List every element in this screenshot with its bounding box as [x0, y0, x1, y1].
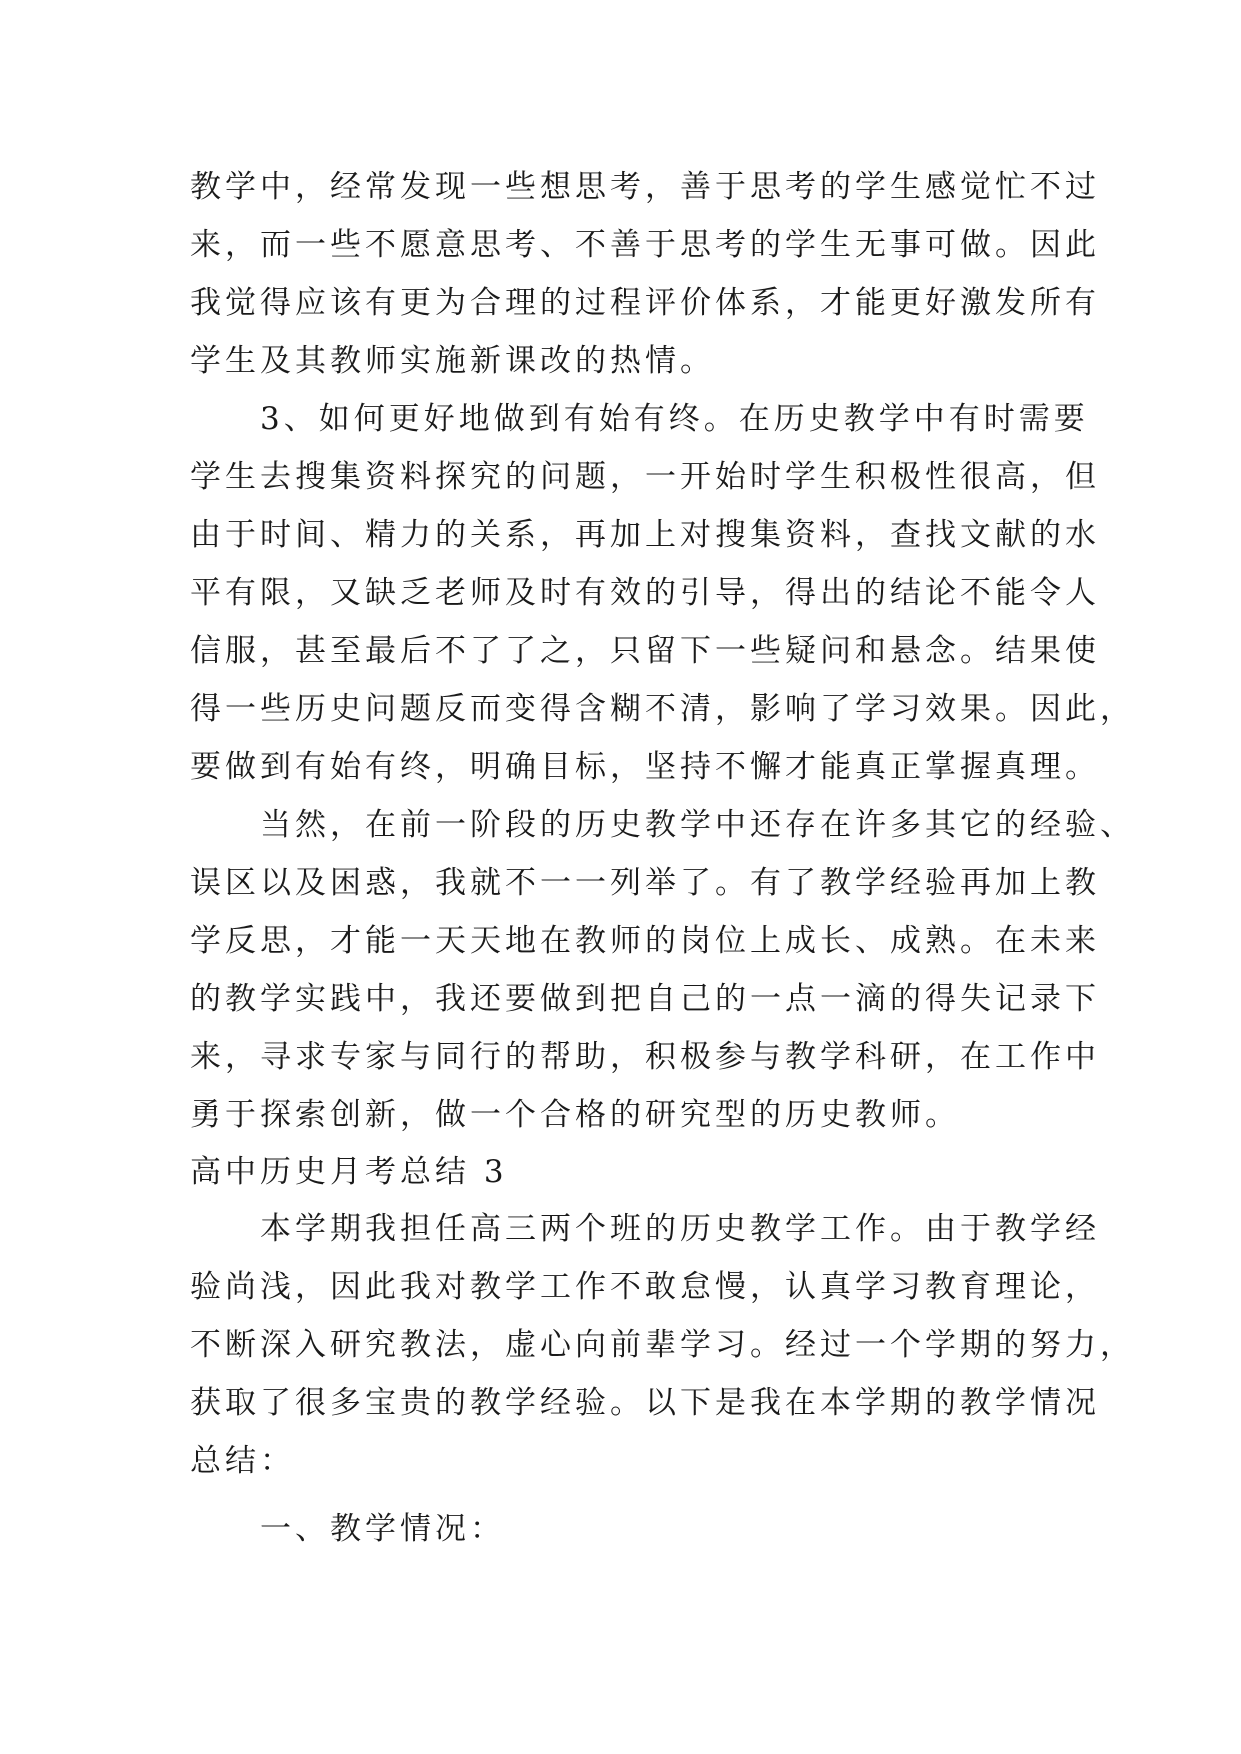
text-line: 误区以及困惑，我就不一一列举了。有了教学经验再加上教: [190, 865, 1100, 901]
text-line: 得一些历史问题反而变得含糊不清，影响了学习效果。因此，: [190, 691, 1135, 727]
text-line: 信服，甚至最后不了了之，只留下一些疑问和悬念。结果使: [190, 633, 1100, 669]
text-line: 勇于探索创新，做一个合格的研究型的历史教师。: [190, 1097, 960, 1133]
text-line: 我觉得应该有更为合理的过程评价体系，才能更好激发所有: [190, 285, 1100, 321]
text-line: 3、如何更好地做到有始有终。在历史教学中有时需要: [190, 401, 1089, 437]
text-line: 本学期我担任高三两个班的历史教学工作。由于教学经: [190, 1211, 1100, 1247]
text-line: 的教学实践中，我还要做到把自己的一点一滴的得失记录下: [190, 981, 1100, 1017]
text-line: 来，寻求专家与同行的帮助，积极参与教学科研，在工作中: [190, 1039, 1100, 1075]
text-line: 学生去搜集资料探究的问题，一开始时学生积极性很高，但: [190, 459, 1100, 495]
text-line: 学生及其教师实施新课改的热情。: [190, 343, 715, 379]
text-line: 不断深入研究教法，虚心向前辈学习。经过一个学期的努力，: [190, 1327, 1135, 1363]
section-title: 高中历史月考总结 3: [190, 1154, 508, 1190]
text-line: 学反思，才能一天天地在教师的岗位上成长、成熟。在未来: [190, 923, 1100, 959]
text-line: 当然，在前一阶段的历史教学中还存在许多其它的经验、: [190, 807, 1135, 843]
document-body: [190, 158, 1135, 1558]
paragraph-gap: [190, 1490, 1070, 1500]
text-line: 教学中，经常发现一些想思考，善于思考的学生感觉忙不过: [190, 169, 1100, 205]
text-line: 由于时间、精力的关系，再加上对搜集资料，查找文献的水: [190, 517, 1100, 553]
subsection-title: 一、教学情况：: [190, 1511, 505, 1547]
text-line: 验尚浅，因此我对教学工作不敢怠慢，认真学习教育理论，: [190, 1269, 1100, 1305]
text-line: 要做到有始有终，明确目标，坚持不懈才能真正掌握真理。: [190, 749, 1100, 785]
text-line: 获取了很多宝贵的教学经验。以下是我在本学期的教学情况: [190, 1385, 1100, 1421]
text-line: 平有限，又缺乏老师及时有效的引导，得出的结论不能令人: [190, 575, 1100, 611]
text-line: 总结：: [190, 1443, 295, 1479]
text-line: 来，而一些不愿意思考、不善于思考的学生无事可做。因此: [190, 227, 1100, 263]
